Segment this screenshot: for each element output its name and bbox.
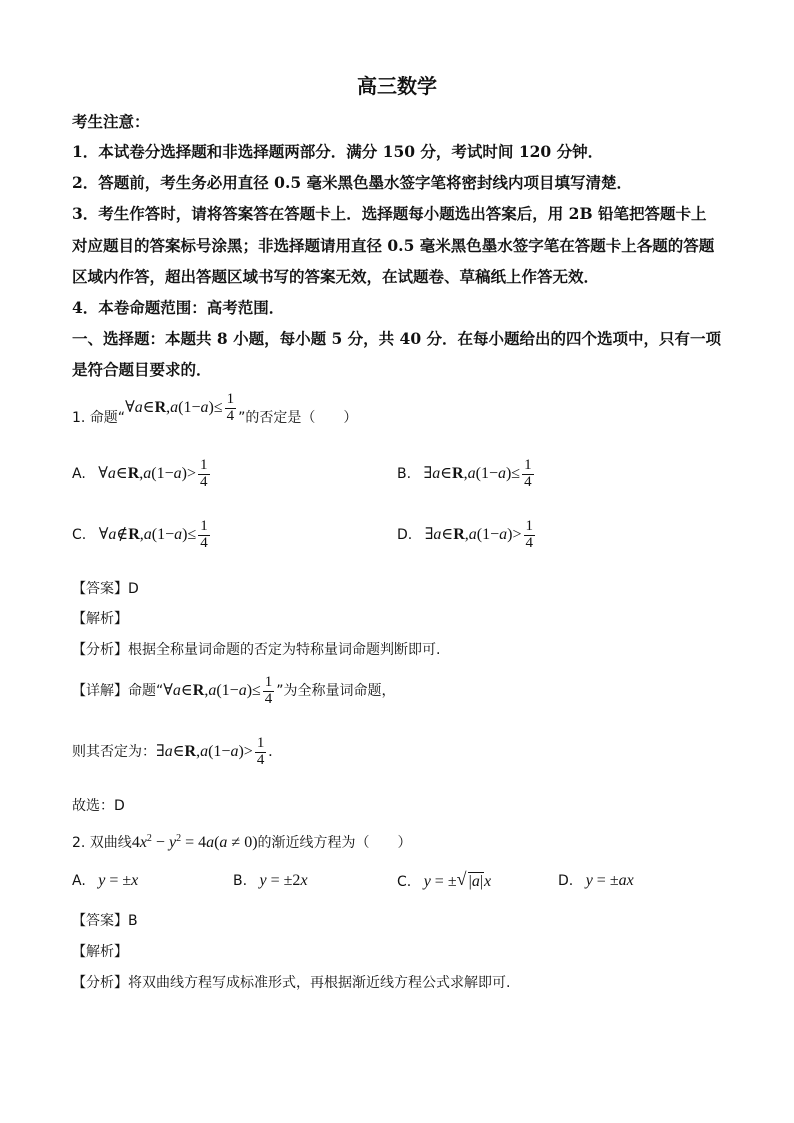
- q2-option-a[interactable]: A. y = ±x: [72, 872, 139, 889]
- question-1-prefix: 1. 命题“: [72, 409, 126, 426]
- notice-heading: 考生注意：: [72, 112, 150, 131]
- q2-answer: 【答案】B: [72, 913, 138, 929]
- question-2: 2. 双曲线$4x^2 - y^2 = 4a(a \ne 0)$的渐近线方程为（ ）: [72, 833, 412, 851]
- q1-answer: 【答案】D: [72, 581, 139, 597]
- q2-analysis: 【分析】将双曲线方程写成标准形式，再根据渐近线方程公式求解即可.: [72, 975, 511, 991]
- question-2-formula: $4x^2 - y^2 = 4a(a \ne 0)$: [131, 833, 258, 851]
- notice-item-3: 3．考生作答时，请将答案答在答题卡上．选择题每小题选出答案后，用 2B 铅笔把答题卡上: [72, 204, 707, 223]
- notice-item-4: 4．本卷命题范围：高考范围．: [72, 298, 285, 317]
- question-1-suffix: ”的否定是（ ）: [238, 409, 358, 426]
- q1-conclusion: 故选：D: [72, 798, 125, 814]
- section-heading: 一、选择题：本题共 8 小题，每小题 5 分，共 40 分．在每小题给出的四个选项中，只有一项: [72, 329, 722, 348]
- q2-option-b[interactable]: B. y = ±2x: [233, 872, 308, 889]
- q1-option-b[interactable]: B. ∃a∈R,a(1−a)≤ $\frac{1}{4}$: [397, 457, 532, 490]
- q1-option-a[interactable]: A. ∀a∈R,a(1−a)> $\frac{1}{4}$: [72, 457, 208, 490]
- question-1: [72, 392, 357, 427]
- notice-item-1: 1．本试卷分选择题和非选择题两部分．满分 150 分，考试时间 120 分钟．: [72, 142, 604, 161]
- q1-analysis: 【分析】根据全称量词命题的否定为特称量词命题判断即可.: [72, 642, 441, 658]
- notice-item-2: 2．答题前，考生务必用直径 0.5 毫米黑色墨水签字笔将密封线内项目填写清楚．: [72, 173, 633, 192]
- q1-negation: 则其否定为：∃a∈R,a(1−a)> $\frac{1}{4}$ .: [72, 735, 273, 768]
- notice-item-3-cont: 对应题目的答案标号涂黑；非选择题请用直径 0.5 毫米黑色墨水签字笔在答题卡上各题的答题: [72, 236, 715, 255]
- page-title: 高三数学: [357, 74, 437, 98]
- q1-option-c[interactable]: C. ∀a∉R,a(1−a)≤ $\frac{1}{4}$: [72, 518, 208, 551]
- section-heading-cont: 是符合题目要求的．: [72, 360, 212, 379]
- notice-item-3-cont2: 区域内作答，超出答题区域书写的答案无效，在试题卷、草稿纸上作答无效．: [72, 267, 600, 286]
- q1-analysis-label: 【解析】: [72, 611, 128, 627]
- q2-option-c[interactable]: C. y = ± √ |a|x: [397, 869, 492, 890]
- q1-detail: 【详解】命题“∀a∈R,a(1−a)≤ $\frac{1}{4}$ ”为全称量词命题，: [72, 674, 396, 707]
- q2-analysis-label: 【解析】: [72, 944, 128, 960]
- q2-option-d[interactable]: D. y = ±ax: [558, 872, 634, 889]
- q1-option-d[interactable]: D. ∃a∈R,a(1−a)> $\frac{1}{4}$: [397, 518, 533, 551]
- question-1-formula: ∀a∈R,a(1−a)≤ $\frac{1}{4}$: [125, 391, 235, 424]
